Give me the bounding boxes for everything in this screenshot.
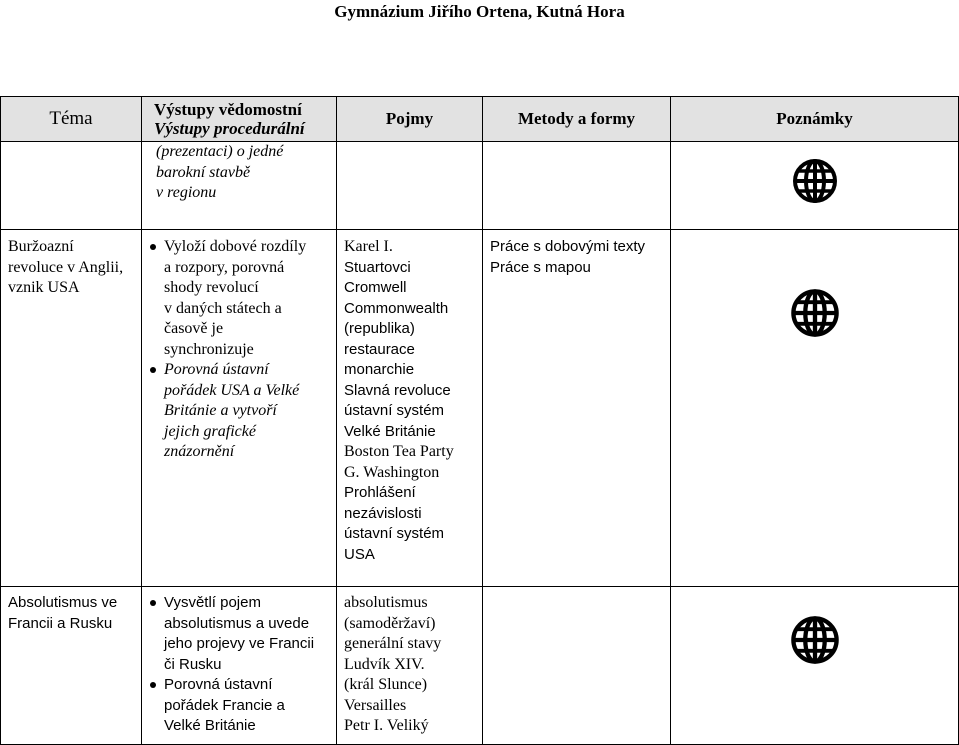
cell-vystupy-continuation	[142, 142, 337, 230]
header-vystupy-vedomostni: Výstupy vědomostní	[154, 100, 302, 119]
pojem: (republika)	[344, 320, 415, 337]
vystup-vedomostni-item	[142, 237, 336, 360]
table-row	[1, 587, 959, 745]
cell-tema	[1, 230, 142, 587]
vystup-line: a rozpory, porovná	[164, 258, 285, 276]
pojem: Velké Británie	[344, 422, 436, 440]
vystup-line: Británie a vytvoří	[164, 402, 277, 419]
vystup-item	[142, 593, 336, 675]
vystup-line: Porovná ústavní	[164, 361, 269, 378]
pojem: nezávislosti	[344, 504, 422, 522]
vystup-item	[142, 675, 336, 737]
pojem: Prohlášení	[344, 484, 416, 501]
vystup-line: pořádek Francie a	[164, 696, 285, 714]
cell-metody-empty	[483, 142, 671, 230]
cell-tema-empty	[1, 142, 142, 230]
cell-metody	[483, 230, 671, 587]
vystup-line: v daných státech a	[164, 299, 282, 317]
cell-metody-empty	[483, 587, 671, 745]
table-header-row	[1, 97, 959, 142]
vystup-line: Velké Británie	[164, 717, 256, 734]
vystup-line: či Rusku	[164, 655, 222, 673]
cell-vystupy	[142, 587, 337, 745]
tema-line: Francii a Rusku	[8, 614, 113, 632]
table-row-continuation	[1, 142, 959, 230]
tema-line: vznik USA	[8, 279, 80, 296]
cell-poznamky	[671, 230, 959, 587]
pojem: Petr I. Veliký	[344, 717, 429, 734]
vystup-line: pořádek USA a Velké	[164, 381, 300, 399]
pojem: (samoděržaví)	[344, 614, 436, 632]
continuation-line: (prezentaci) o jedné	[156, 143, 284, 160]
header-vystupy	[142, 97, 337, 142]
vystup-line: shody revolucí	[164, 279, 259, 296]
pojem: (král Slunce)	[344, 676, 428, 693]
cell-tema	[1, 587, 142, 745]
cell-poznamky	[671, 142, 959, 230]
metoda: Práce s mapou	[490, 258, 591, 276]
pojem: monarchie	[344, 361, 415, 378]
tema-line: Buržoazní	[8, 238, 74, 255]
pojem: Boston Tea Party	[344, 443, 454, 460]
vystup-line: Vyloží dobové rozdíly	[164, 238, 307, 255]
vystup-line: jeho projevy ve Francii	[164, 635, 315, 652]
globe-icon	[790, 286, 840, 340]
cell-pojmy-empty	[337, 142, 483, 230]
school-title: Gymnázium Jiřího Ortena, Kutná Hora	[334, 2, 625, 21]
pojem: Commonwealth	[344, 299, 449, 317]
cell-pojmy	[337, 587, 483, 745]
continuation-line: v regionu	[156, 184, 217, 201]
tema-line: revoluce v Anglii,	[8, 258, 124, 276]
curriculum-table	[0, 96, 959, 745]
pojem: USA	[344, 545, 375, 563]
globe-icon	[790, 613, 840, 667]
vystup-line: jejich grafické	[164, 422, 256, 440]
pojem: Cromwell	[344, 279, 407, 296]
continuation-line: barokní stavbě	[156, 163, 251, 181]
vystup-line: časově je	[164, 320, 224, 337]
header-poznamky: Poznámky	[671, 97, 959, 142]
pojem: Karel I.	[344, 238, 393, 255]
vystup-line: absolutismus a uvede	[164, 614, 310, 632]
pojem: Stuartovci	[344, 258, 411, 276]
cell-pojmy	[337, 230, 483, 587]
tema-line: Absolutismus ve	[8, 594, 118, 611]
vystup-line: Porovná ústavní	[164, 676, 273, 693]
vystup-line: znázornění	[164, 443, 235, 460]
header-pojmy: Pojmy	[337, 97, 483, 142]
pojem: Versailles	[344, 696, 407, 714]
header-metody: Metody a formy	[483, 97, 671, 142]
header-vystupy-proceduralni: Výstupy procedurální	[154, 119, 305, 138]
globe-icon	[793, 156, 837, 206]
pojem: ústavní systém	[344, 402, 445, 419]
pojem: Ludvík XIV.	[344, 655, 425, 673]
vystup-proceduralni-item	[142, 360, 336, 463]
pojem: generální stavy	[344, 635, 442, 652]
vystup-line: Vysvětlí pojem	[164, 594, 261, 611]
pojem: restaurace	[344, 340, 415, 358]
metoda: Práce s dobovými texty	[490, 238, 646, 255]
vystup-line: synchronizuje	[164, 340, 254, 358]
pojem: G. Washington	[344, 463, 440, 481]
header-tema: Téma	[1, 97, 142, 142]
pojem: ústavní systém	[344, 525, 445, 542]
cell-vystupy	[142, 230, 337, 587]
pojem: absolutismus	[344, 594, 428, 611]
pojem: Slavná revoluce	[344, 381, 451, 399]
cell-poznamky	[671, 587, 959, 745]
table-row	[1, 230, 959, 587]
